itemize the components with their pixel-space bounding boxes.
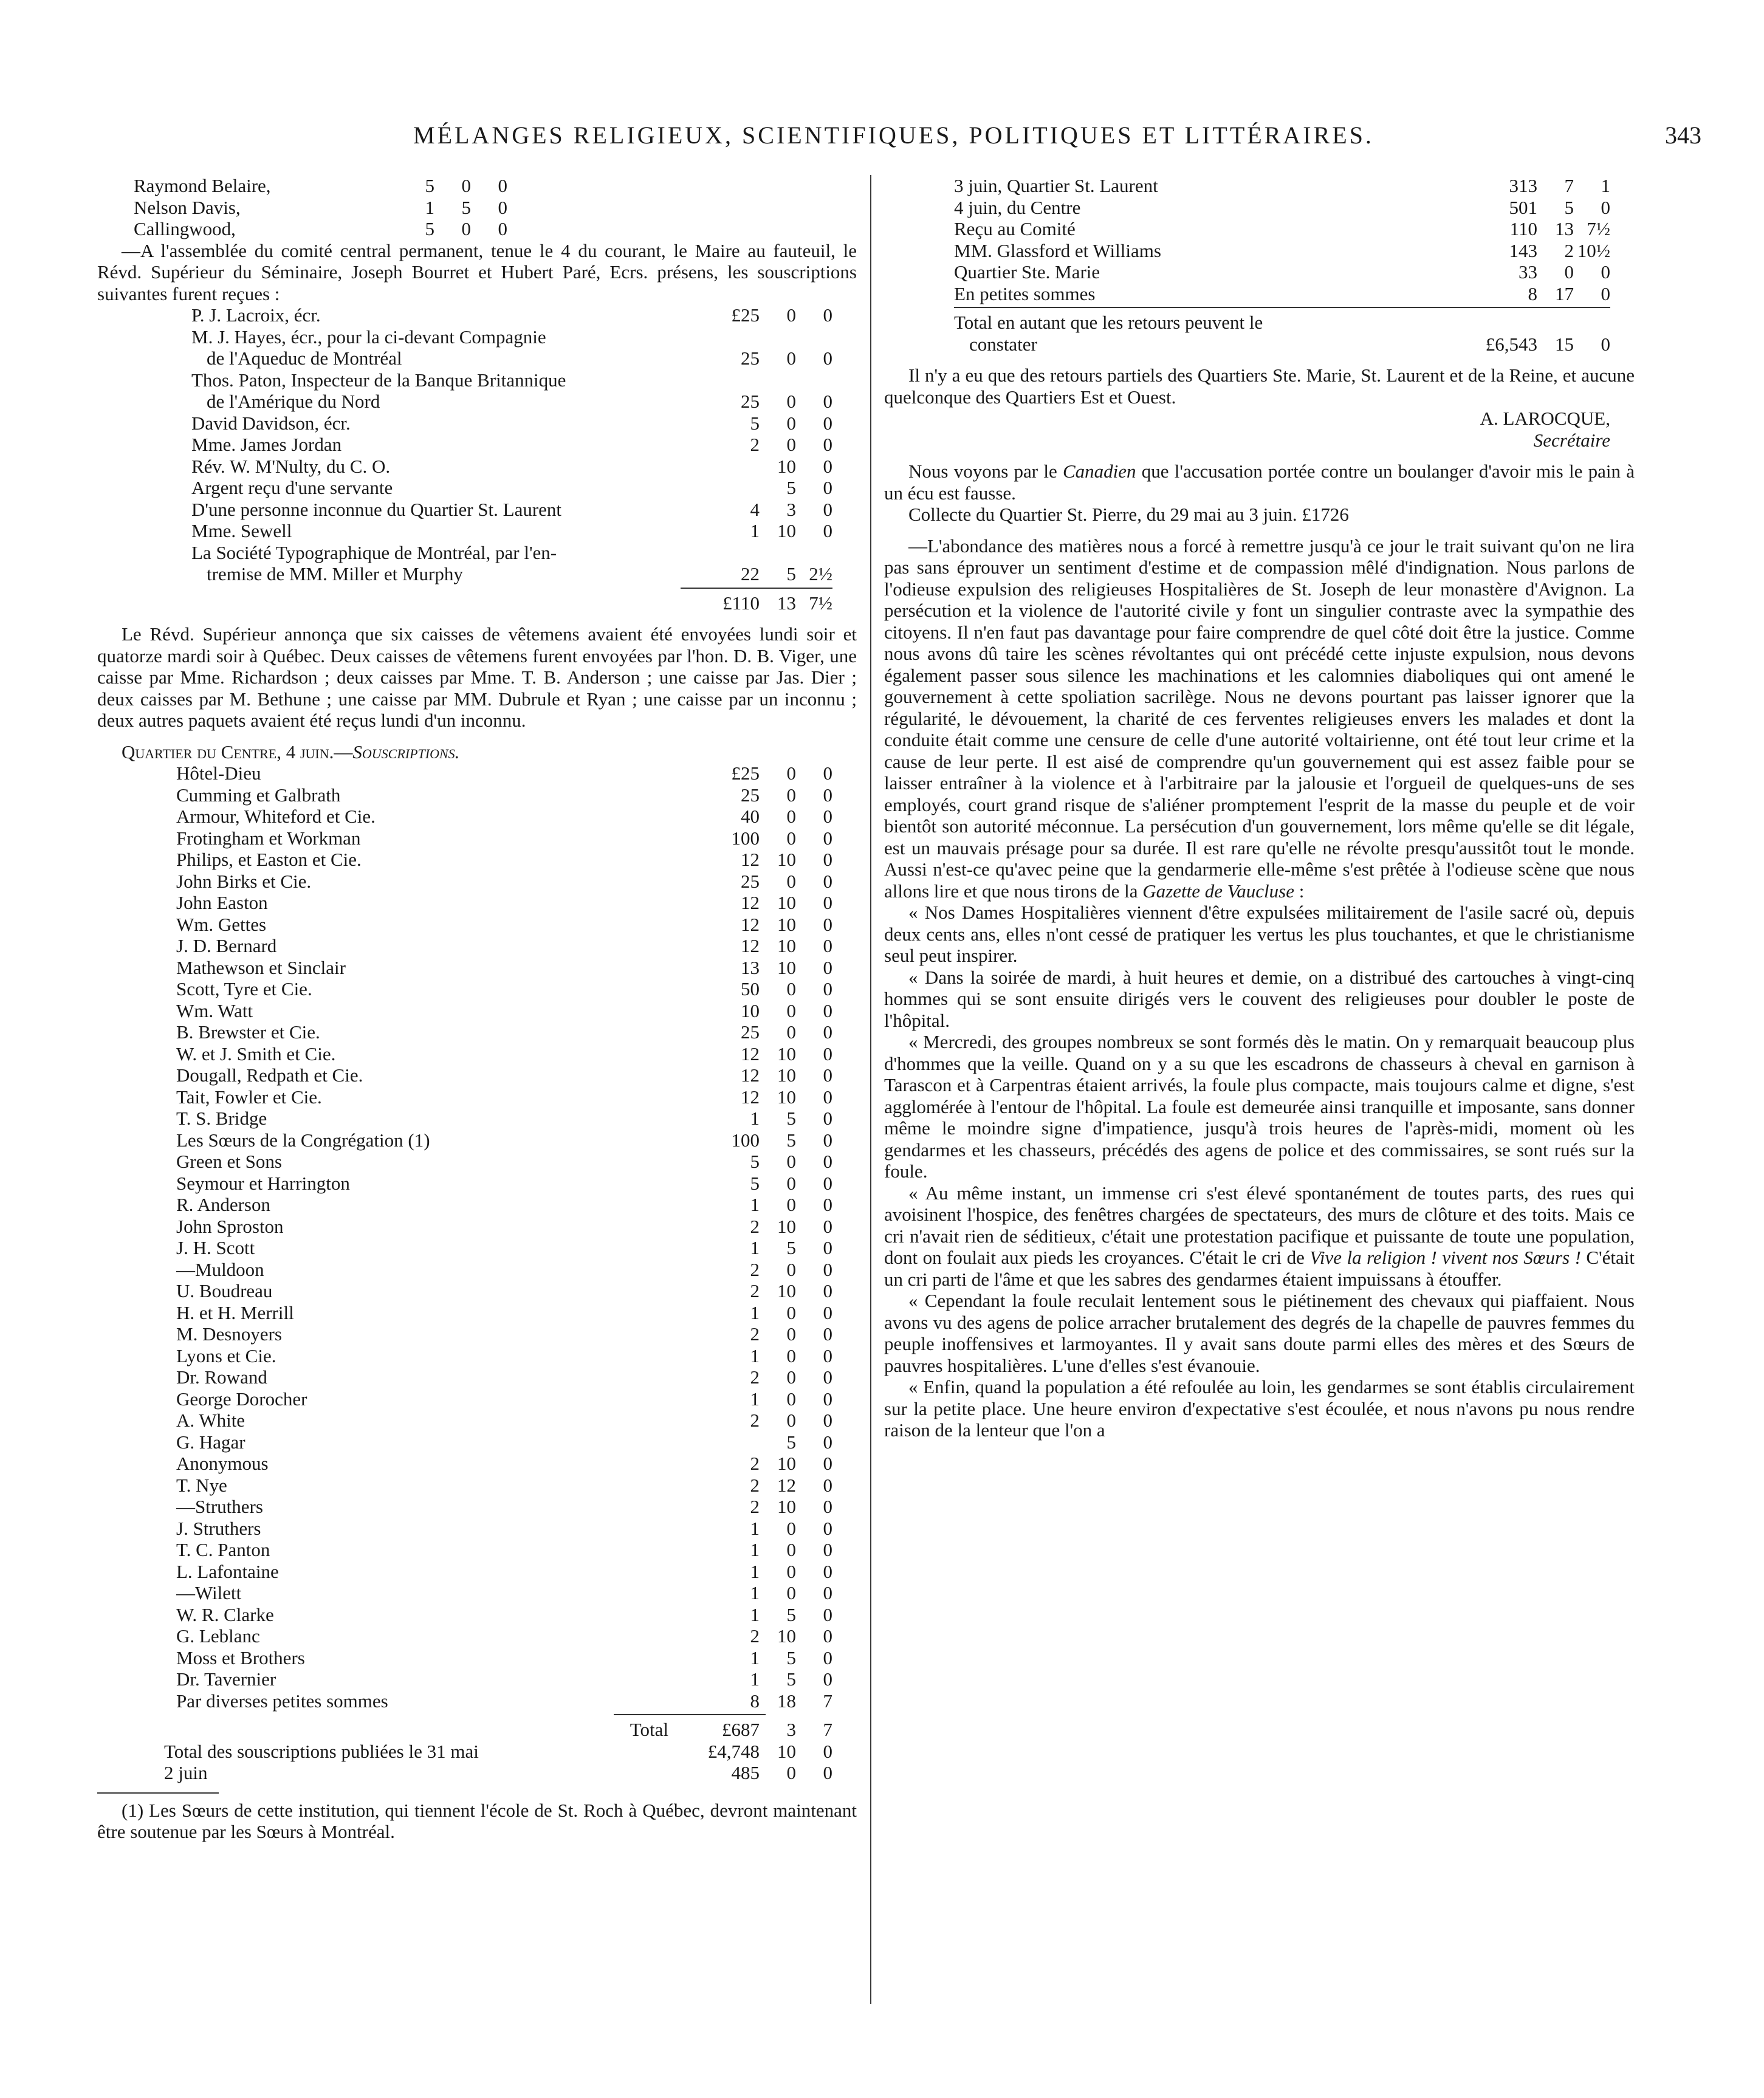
table-row: Philips, et Easton et Cie. 12 10 0 [176, 849, 832, 870]
list-item: tremise de MM. Miller et Murphy 22 5 2½ [207, 563, 832, 584]
list-item: Callingwood, 5 0 0 [134, 218, 507, 239]
table-row: Armour, Whiteford et Cie. 40 0 0 [176, 806, 832, 827]
list-item: Nelson Davis, 1 5 0 [134, 196, 507, 218]
table-row: Seymour et Harrington 5 0 0 [176, 1172, 832, 1194]
table-row: Dougall, Redpath et Cie. 12 10 0 [176, 1064, 832, 1086]
list-item: M. J. Hayes, écr., pour la ci-devant Compagnie [191, 326, 546, 348]
table-row: En petites sommes 8 17 0 [954, 283, 1610, 304]
table-row: John Birks et Cie. 25 0 0 [176, 870, 832, 892]
quote-paragraph: « Enfin, quand la population a été refoulée au loin, les gendarmes se sont établis circulairement sur la petite place. Une heure environ d'expectative s'est écoulée, et nous n'avons pu nous rendre raison de la lenteur que l'on a [884, 1376, 1635, 1441]
table-row: B. Brewster et Cie. 25 0 0 [176, 1021, 832, 1043]
table-row: Anonymous 2 10 0 [176, 1453, 832, 1474]
table-row: T. Nye 2 12 0 [176, 1474, 832, 1496]
weekly-totals-list [884, 175, 1635, 355]
assembly-list [97, 304, 857, 614]
table-row: Par diverses petites sommes 8 18 7 [176, 1690, 832, 1712]
sum-rule [954, 307, 1610, 308]
table-row: Les Sœurs de la Congrégation (1) 100 5 0 [176, 1129, 832, 1151]
table-row: Hôtel-Dieu £25 0 0 [176, 763, 832, 784]
list-item: de l'Amérique du Nord 25 0 0 [207, 391, 832, 412]
left-column [97, 175, 857, 1843]
table-row: Tait, Fowler et Cie. 12 10 0 [176, 1086, 832, 1108]
table-row: W. R. Clarke 1 5 0 [176, 1603, 832, 1625]
list-item: La Société Typographique de Montréal, par l'en- [191, 541, 557, 563]
table-row: M. Desnoyers 2 0 0 [176, 1323, 832, 1345]
table-row: J. H. Scott 1 5 0 [176, 1237, 832, 1258]
list-item: Argent reçu d'une servante 5 0 [191, 477, 832, 498]
table-row: Frotingham et Workman 100 0 0 [176, 827, 832, 849]
table-row: Reçu au Comité 110 13 7½ [954, 218, 1610, 239]
table-row: John Sproston 2 10 0 [176, 1215, 832, 1237]
collecte-paragraph: Collecte du Quartier St. Pierre, du 29 mai au 3 juin. £1726 [908, 504, 1349, 525]
quote-paragraph: « Nos Dames Hospitalières viennent d'être expulsées militairement de l'asile sacré où, depuis deux cents ans, elles n'ont cessé de pratiquer les vertus les plus touchantes, et que le christianisme seul peut inspirer. [884, 902, 1635, 966]
quote-paragraph: « Dans la soirée de mardi, à huit heures et demie, on a distribué des cartouches à vingt-cinq hommes qui se sont ensuite dirigés vers le couvent des religieuses pour doubler le poste de l'hôpital. [884, 966, 1635, 1031]
centre-subscriptions-list [97, 763, 857, 1741]
table-row: T. C. Panton 1 0 0 [176, 1539, 832, 1560]
table-row: Lyons et Cie. 1 0 0 [176, 1345, 832, 1366]
sum-rule [614, 1714, 766, 1715]
list-item: P. J. Lacroix, écr. £25 0 0 [191, 304, 832, 326]
table-row: J. D. Bernard 12 10 0 [176, 935, 832, 956]
table-row: G. Hagar 5 0 [176, 1431, 832, 1453]
table-row: Quartier Ste. Marie 33 0 0 [954, 261, 1610, 283]
table-row: T. S. Bridge 1 5 0 [176, 1108, 832, 1129]
sum-rule [681, 588, 832, 589]
table-row: J. Struthers 1 0 0 [176, 1517, 832, 1539]
page-number: 343 [1665, 122, 1701, 149]
table-row: Dr. Tavernier 1 5 0 [176, 1668, 832, 1690]
table-row: W. et J. Smith et Cie. 12 10 0 [176, 1043, 832, 1064]
canadien-paragraph: Nous voyons par le Canadien que l'accusation portée contre un boulanger d'avoir mis le pain à un écu est fausse. [884, 461, 1635, 504]
table-row: Moss et Brothers 1 5 0 [176, 1647, 832, 1668]
table-row: Wm. Gettes 12 10 0 [176, 913, 832, 935]
quote-paragraph: « Mercredi, des groupes nombreux se sont formés dès le matin. On y remarquait beaucoup plus d'hommes que la veille. Quand on y a su que les escadrons de chasseurs à cheval en garnison à Tarascon et à Carpentras étaient arrivés, la foule plus compacte, mais toujours calme et digne, s'est agglomérée à l'entour de l'hôpital. La foule est demeurée ainsi tranquille et imposante, sans donner même le moindre signe d'impatience, jusqu'à trois heures de l'après-midi, moment où les gendarmes et les chasseurs, précédés des agens de police et des commissaires, se sont rués sur la foule. [884, 1031, 1635, 1182]
table-row: John Easton 12 10 0 [176, 892, 832, 913]
table-row: Dr. Rowand 2 0 0 [176, 1366, 832, 1388]
list-item: Raymond Belaire, 5 0 0 [134, 175, 507, 196]
list-item: D'une personne inconnue du Quartier St. Laurent 4 3 0 [191, 498, 832, 520]
table-row: George Dorocher 1 0 0 [176, 1388, 832, 1410]
table-row: Cumming et Galbrath 25 0 0 [176, 784, 832, 806]
page-header [0, 122, 1764, 155]
footnote: (1) Les Sœurs de cette institution, qui tiennent l'école de St. Roch à Québec, devront maintenant être soutenue par les Sœurs à Montréal. [97, 1799, 857, 1842]
partial-returns-paragraph: Il n'y a eu que des retours partiels des Quartiers Ste. Marie, St. Laurent et de la Reine, et aucune quelconque des Quartiers Est et Ouest. [884, 365, 1635, 408]
centre-total-row: Total £687 3 7 [630, 1719, 832, 1740]
assembly-paragraph: —A l'assemblée du comité central permanent, tenue le 4 du courant, le Maire au fauteuil, le Révd. Supérieur du Séminaire, Joseph Bourret et Hubert Paré, Ecrs. présens, les souscriptions suivantes furent reçues : [97, 239, 857, 304]
assembly-total-row: £110 13 7½ [722, 592, 832, 614]
top-entries-list [97, 175, 857, 240]
table-row: G. Leblanc 2 10 0 [176, 1625, 832, 1647]
quote-paragraph: « Au même instant, un immense cri s'est élevé spontanément de toutes parts, des rues qui avoisinent l'hospice, des fenêtres chargées de spectateurs, des murs de clôture et des toits. Mais ce cri n'avait rien de séditieux, c'était une protestation pacifique et puissante de toute une population, dont on foulait aux pieds les croyances. C'était le cri de Vive la religion ! vivent nos Sœurs ! C'était un cri parti de l'âme et que les sabres des gendarmes étaient impuissans à étouffer. [884, 1182, 1635, 1290]
table-row: —Muldoon 2 0 0 [176, 1258, 832, 1280]
table-row: Mathewson et Sinclair 13 10 0 [176, 956, 832, 978]
list-item: Mme. Sewell 1 10 0 [191, 520, 832, 541]
table-row: R. Anderson 1 0 0 [176, 1194, 832, 1215]
running-title: MÉLANGES RELIGIEUX, SCIENTIFIQUES, POLITIQUES ET LITTÉRAIRES. [413, 122, 1374, 149]
table-row: Scott, Tyre et Cie. 50 0 0 [176, 978, 832, 999]
list-item: Mme. James Jordan 2 0 0 [191, 434, 832, 455]
list-item: Thos. Paton, Inspecteur de la Banque Britannique [191, 369, 566, 391]
list-item: de l'Aqueduc de Montréal 25 0 0 [207, 348, 832, 369]
table-row: —Wilett 1 0 0 [176, 1582, 832, 1603]
table-row: 4 juin, du Centre 501 5 0 [954, 196, 1610, 218]
table-row: 3 juin, Quartier St. Laurent 313 7 1 [954, 175, 1610, 196]
column-divider [870, 175, 871, 2004]
caisses-paragraph: Le Révd. Supérieur annonça que six caisses de vêtemens avaient été envoyées lundi soir et quatorze mardi soir à Québec. Deux caisses de vêtemens furent envoyées par l'hon. D. B. Viger, une caisse par Mme. Richardson ; deux caisses par Mme. T. B. Anderson ; une caisse par Jas. Dier ; deux caisses par M. Bethune ; une caisse par MM. Dubrule et Ryan ; une caisse par un inconnu ; deux autres paquets avaient été reçus lundi d'un inconnu. [97, 623, 857, 731]
published-totals [97, 1741, 857, 1784]
table-row: U. Boudreau 2 10 0 [176, 1280, 832, 1301]
footnote-rule [97, 1792, 219, 1794]
table-row: Green et Sons 5 0 0 [176, 1151, 832, 1172]
signature-role: Secrétaire [1533, 429, 1610, 451]
quote-paragraph: « Cependant la foule reculait lentement sous le piétinement des chevaux qui piaffaient. Nous avons vu des agens de police arracher brutalement des degrés de la chapelle de pauvres femmes du peuple inoffensives et larmoyantes. Il y avait sans doute parmi elles des mères et des Sœurs de pauvres hospitalières. L'une d'elles s'est évanouie. [884, 1290, 1635, 1376]
right-column [884, 175, 1635, 1441]
table-row: MM. Glassford et Williams 143 2 10½ [954, 239, 1610, 261]
table-row: H. et H. Merrill 1 0 0 [176, 1301, 832, 1323]
table-row: 2 juin 485 0 0 [164, 1762, 832, 1783]
table-row: Wm. Watt 10 0 0 [176, 999, 832, 1021]
table-row: Total des souscriptions publiées le 31 mai £4,748 10 0 [164, 1740, 832, 1762]
article-intro-paragraph: —L'abondance des matières nous a forcé à remettre jusqu'à ce jour le trait suivant qu'on ne lira pas sans éprouver un sentiment d'estime et de compassion mêlé d'indignation. Nous parlons de l'odieuse expulsion des religieuses Hospitalières de St. Joseph de leur monastère d'Avignon. La persécution et la violence de l'autorité civile y font un singulier contraste avec la sympathie des citoyens. Il n'en faut pas davantage pour faire comprendre de quel côté doit être la justice. Comme nous avons dû taire les scènes révoltantes qui ont précédé cette injuste expulsion, nous devons également passer sous silence les machinations et les calomnies diaboliques qui ont amené le gouvernement à cette spoliation sacrilège. Nous ne devons pourtant pas laisser ignorer que la régularité, le dévouement, la charité de ces ferventes religieuses envers les malades et dont la conduite était comme une censure de celle d'une autorité voltairienne, ont été tout leur crime et la cause de leur perte. Il est aisé de comprendre qu'un gouvernement qui est assez faible pour se laisser entraîner à la violence et à l'arbitraire par la jalousie et l'orgueil de quelques-uns de ses employés, court grand risque de s'aliéner promptement l'esprit de la masse du peuple et de voir bientôt son autorité méconnue. La persécution d'un gouvernement, lors même qu'elle se dit légale, est un mauvais présage pour sa durée. Il est rare qu'elle ne révolte presqu'aussitôt tout le monde. Aussi n'est-ce qu'avec peine que la gendarmerie elle-même s'est prêtée à l'odieuse scène que nous allons lire et que nous tirons de la Gazette de Vaucluse : [884, 535, 1635, 902]
grand-total-label-row: Total en autant que les retours peuvent le [954, 312, 1263, 333]
centre-heading: Quartier du Centre, 4 juin.—Souscriptions. [122, 741, 460, 763]
grand-total-row: constater £6,543 15 0 [969, 333, 1610, 355]
table-row: A. White 2 0 0 [176, 1410, 832, 1431]
list-item: David Davidson, écr. 5 0 0 [191, 412, 832, 434]
table-row: L. Lafontaine 1 0 0 [176, 1560, 832, 1582]
signature-name: A. LAROCQUE, [1480, 408, 1610, 429]
list-item: Rév. W. M'Nulty, du C. O. 10 0 [191, 455, 832, 477]
table-row: —Struthers 2 10 0 [176, 1496, 832, 1517]
